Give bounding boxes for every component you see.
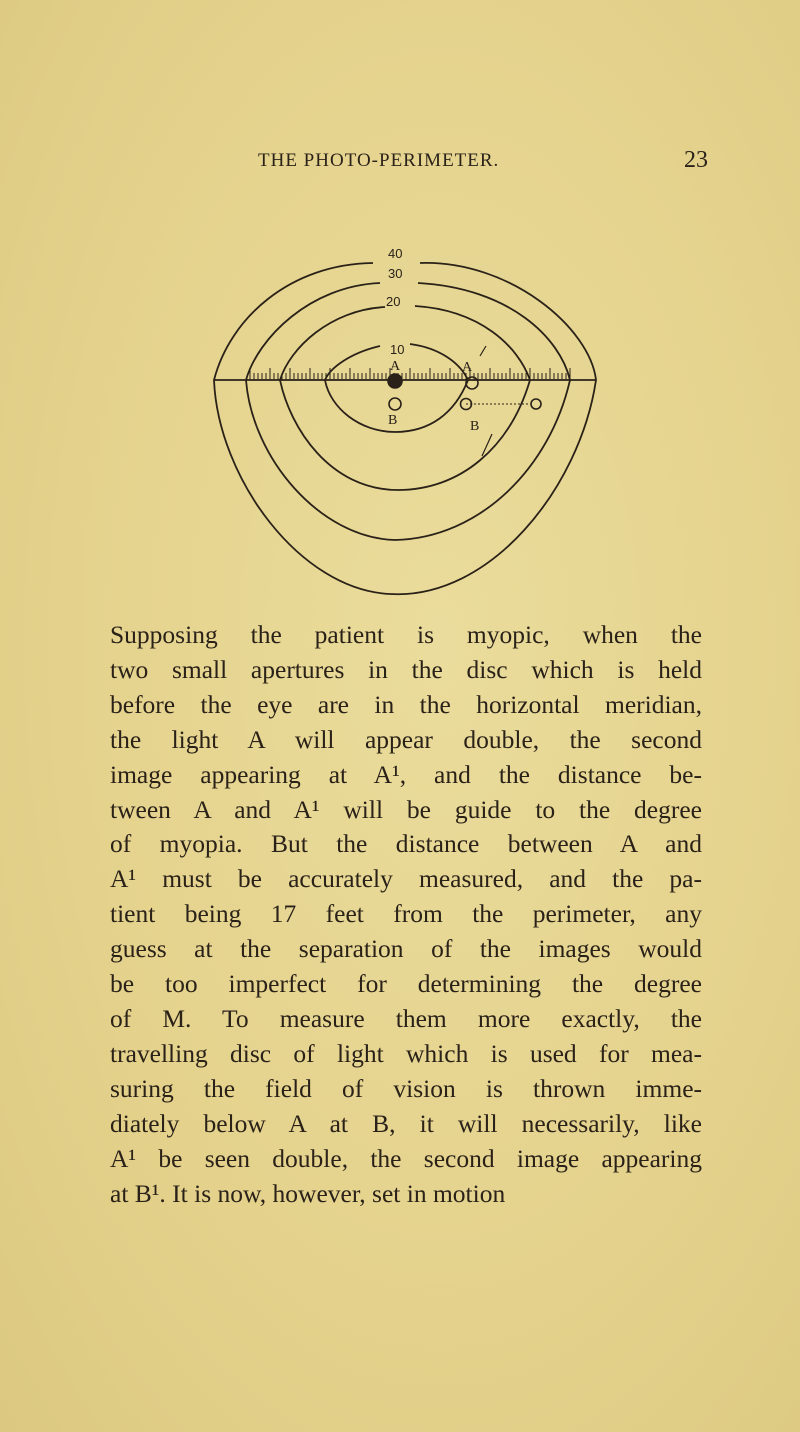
- ring-label-20: 20: [386, 294, 401, 309]
- text-line: diately below A at B, it will necessarily, like: [110, 1108, 702, 1138]
- point-label-b: B: [388, 413, 398, 428]
- text-line: be too imperfect for determining the degree: [110, 969, 702, 999]
- text-line: Supposing the patient is myopic, when the: [110, 620, 702, 649]
- text-line: of myopia. But the distance between A and: [110, 829, 702, 859]
- page-number: 23: [684, 147, 708, 173]
- point-b-disc: [389, 398, 401, 410]
- meridian-ticks: [250, 368, 570, 380]
- body-text: [110, 618, 702, 1211]
- text-line: two small apertures in the disc which is held: [110, 654, 702, 684]
- text-line: at B¹. It is now, however, set in motion: [110, 1178, 506, 1208]
- perimeter-diagram-svg: [210, 228, 602, 618]
- text-line: travelling disc of light which is used for mea-: [110, 1038, 702, 1068]
- text-line: suring the field of vision is thrown imme-: [110, 1073, 702, 1103]
- ring-20: [280, 306, 530, 490]
- point-a1-disc: [466, 377, 478, 389]
- point-label-b1: B: [470, 419, 480, 434]
- ring-label-10: 10: [390, 342, 405, 357]
- point-a-disc: [388, 374, 402, 388]
- ring-label-40: 40: [388, 246, 403, 261]
- text-line: A¹ be seen double, the second image appearing: [110, 1143, 702, 1173]
- text-line: A¹ must be accurately measured, and the pa-: [110, 864, 702, 894]
- ring-40: [214, 263, 596, 594]
- point-right-disc: [531, 399, 541, 409]
- running-head: [258, 147, 718, 174]
- text-line: tient being 17 feet from the perimeter, any: [110, 899, 702, 929]
- text-line: before the eye are in the horizontal meridian,: [110, 689, 702, 719]
- point-label-a: A: [390, 359, 401, 374]
- a1-stroke: [480, 346, 486, 356]
- running-head-title: THE PHOTO-PERIMETER.: [258, 150, 500, 171]
- text-line: of M. To measure them more exactly, the: [110, 1003, 702, 1033]
- ring-30: [246, 283, 570, 540]
- text-line: image appearing at A¹, and the distance be-: [110, 759, 702, 789]
- point-label-a1: A: [462, 360, 473, 375]
- text-line: tween A and A¹ will be guide to the degree: [110, 794, 702, 824]
- text-line: the light A will appear double, the second: [110, 724, 702, 754]
- b1-stroke: [482, 434, 492, 456]
- text-line: guess at the separation of the images would: [110, 934, 702, 964]
- ring-label-30: 30: [388, 266, 403, 281]
- perimeter-diagram: [210, 228, 602, 618]
